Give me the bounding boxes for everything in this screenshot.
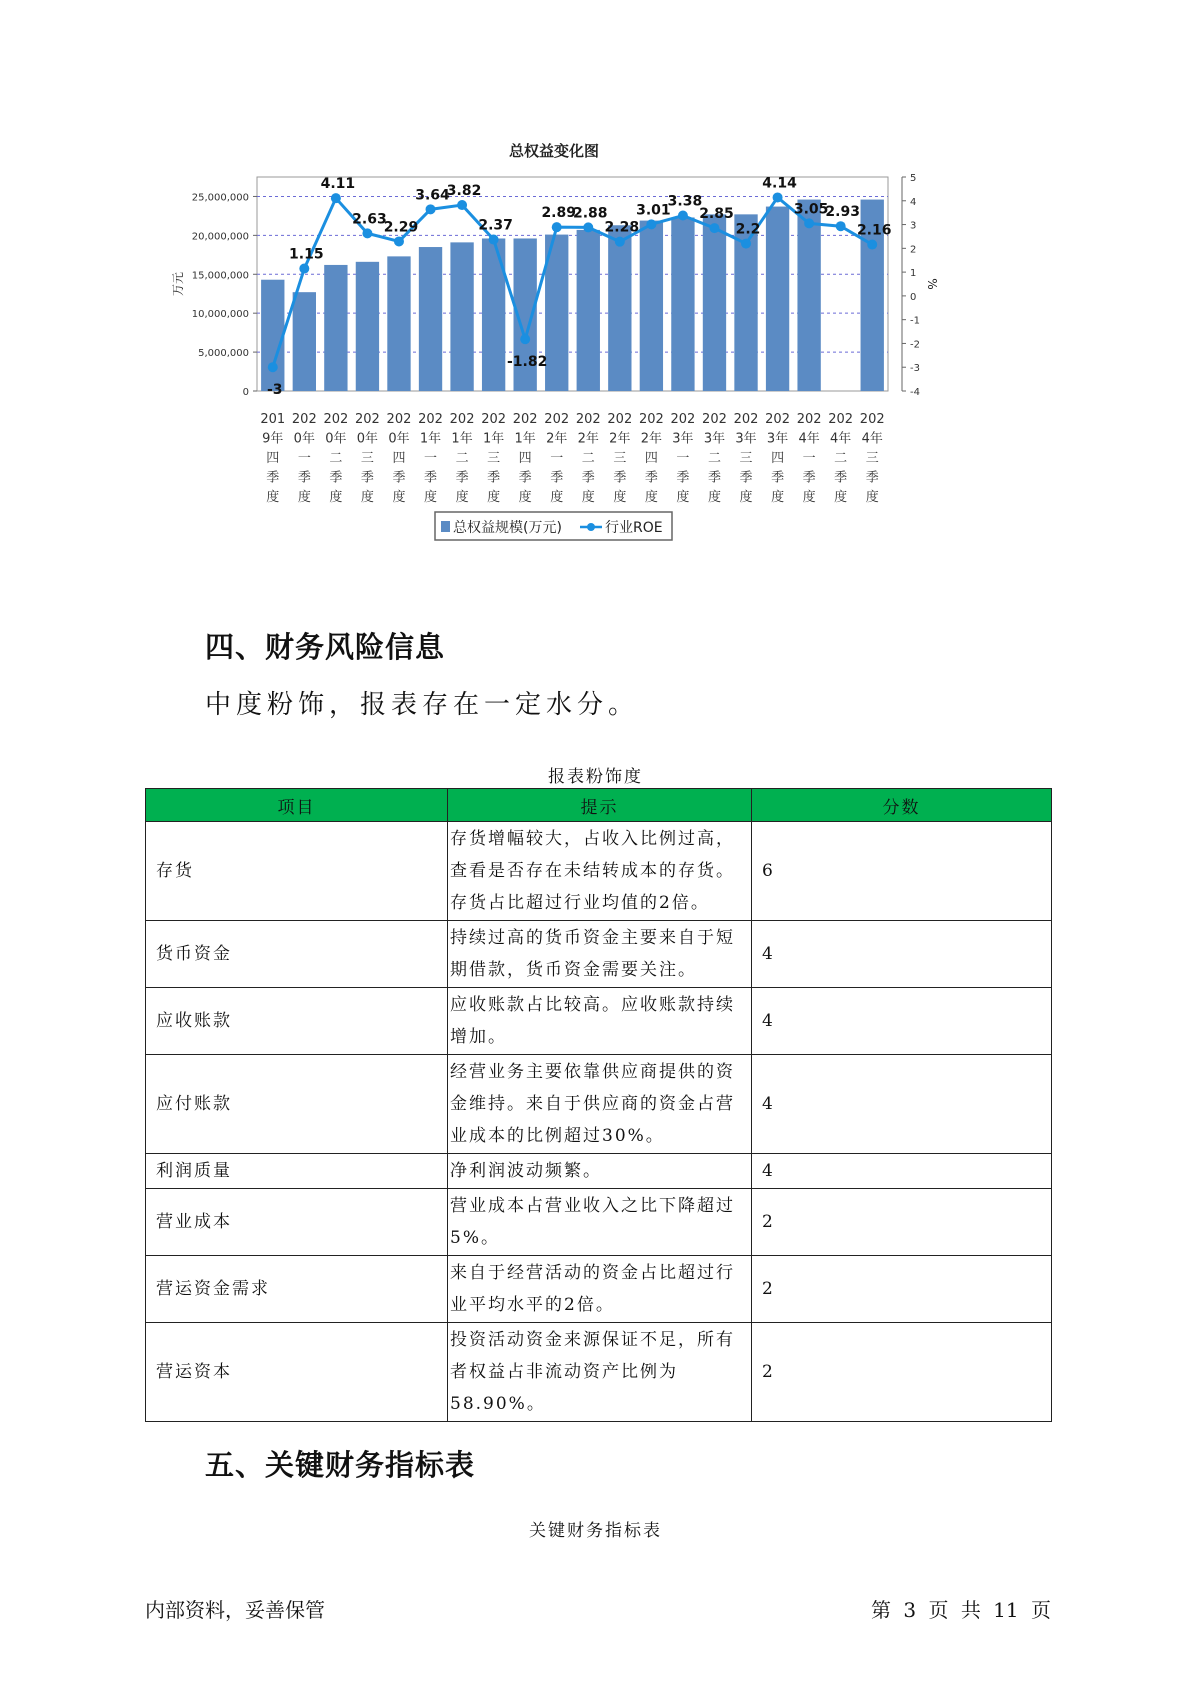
roe-data-label: 3.05 (793, 201, 829, 218)
row-score: 6 (752, 822, 1052, 921)
row-tip: 营业成本占营业收入之比下降超过5%。 (448, 1189, 752, 1256)
risk-table-caption: 报表粉饰度 (548, 767, 643, 787)
roe-data-label: 2.88 (573, 205, 608, 222)
roe-point (489, 235, 499, 245)
right-tick-label: -2 (910, 339, 920, 351)
footer-page-number: 第 3 页 共 11 页 (871, 1598, 1051, 1622)
row-score: 4 (752, 921, 1052, 988)
legend-bar-label: 总权益规模(万元) (453, 520, 562, 536)
x-tick-label: 202 1年四季度 (512, 412, 538, 505)
roe-point (331, 193, 341, 203)
row-item: 货币资金 (146, 921, 448, 988)
row-tip: 应收账款占比较高。应收账款持续增加。 (448, 988, 752, 1055)
legend-line-marker (587, 523, 595, 531)
left-tick-label: 10,000,000 (191, 309, 249, 321)
x-tick-label: 202 3年一季度 (670, 412, 696, 505)
x-tick-label: 202 1年二季度 (449, 412, 475, 505)
equity-bar (640, 221, 663, 391)
row-score: 4 (752, 1055, 1052, 1154)
x-tick-label: 201 9年四季度 (260, 412, 286, 505)
row-item: 营运资本 (146, 1323, 448, 1422)
risk-summary: 中度粉饰，报表存在一定水分。 (205, 690, 640, 720)
equity-bar (608, 225, 631, 391)
roe-data-label: 2.89 (541, 205, 576, 222)
roe-point (615, 237, 625, 247)
row-tip: 投资活动资金来源保证不足，所有者权益占非流动资产比例为58.90%。 (448, 1323, 752, 1422)
x-tick-label: 202 3年四季度 (765, 412, 790, 505)
roe-data-label: 2.16 (856, 222, 892, 239)
left-tick-label: 15,000,000 (191, 270, 249, 282)
right-tick-label: 4 (910, 196, 917, 208)
x-tick-label: 202 2年二季度 (575, 412, 601, 505)
left-tick-label: 20,000,000 (191, 231, 249, 243)
roe-point (362, 228, 372, 238)
equity-chart (150, 140, 1030, 600)
roe-point (741, 239, 751, 249)
x-tick-label: 202 0年四季度 (386, 412, 412, 505)
right-axis-label: % (925, 278, 939, 290)
equity-bar (387, 256, 410, 391)
right-tick-label: -3 (910, 363, 920, 375)
roe-point (520, 334, 530, 344)
roe-data-label: 3.64 (415, 187, 450, 204)
row-score: 4 (752, 988, 1052, 1055)
x-tick-label: 202 3年二季度 (702, 412, 727, 505)
table-row (146, 1256, 1052, 1323)
right-tick-label: -1 (910, 315, 920, 327)
risk-table (145, 788, 1052, 1422)
roe-point (299, 264, 309, 274)
x-tick-label: 202 3年三季度 (733, 412, 759, 505)
right-tick-label: 3 (910, 220, 917, 232)
roe-data-label: 2.29 (383, 219, 419, 236)
row-item: 存货 (146, 822, 448, 921)
equity-bar (356, 262, 379, 391)
table-row (146, 921, 1052, 988)
roe-point (678, 211, 688, 221)
table-header-row (146, 789, 1052, 822)
row-score: 2 (752, 1189, 1052, 1256)
roe-data-label: 4.14 (762, 175, 797, 192)
roe-point (709, 223, 719, 233)
legend-bar-swatch (441, 521, 450, 532)
equity-bar (703, 214, 726, 391)
right-tick-label: 2 (910, 244, 917, 256)
roe-point (646, 219, 656, 229)
row-tip: 经营业务主要依靠供应商提供的资金维持。来自于供应商的资金占营业成本的比例超过30%。 (448, 1055, 752, 1154)
roe-point (457, 200, 467, 210)
equity-bar (419, 247, 442, 391)
row-score: 2 (752, 1256, 1052, 1323)
roe-point (583, 222, 593, 232)
left-tick-label: 0 (242, 387, 249, 398)
right-tick-label: 0 (910, 291, 917, 303)
roe-data-label: 2.2 (735, 221, 761, 238)
x-tick-label: 202 2年四季度 (638, 412, 664, 505)
kpi-table-caption: 关键财务指标表 (529, 1521, 662, 1541)
row-tip: 存货增幅较大，占收入比例过高，查看是否存在未结转成本的存货。存货占比超过行业均值的2倍。 (448, 822, 752, 921)
table-row (146, 1323, 1052, 1422)
row-item: 利润质量 (146, 1154, 448, 1189)
roe-data-label: 2.63 (352, 211, 387, 228)
equity-bar (324, 265, 347, 391)
x-tick-label: 202 4年三季度 (859, 412, 885, 505)
row-item: 营运资金需求 (146, 1256, 448, 1323)
roe-data-label: 2.93 (825, 204, 860, 221)
x-tick-label: 202 2年一季度 (544, 412, 570, 505)
x-tick-label: 202 1年三季度 (481, 412, 507, 505)
roe-point (773, 192, 783, 202)
right-tick-label: -4 (910, 387, 920, 398)
roe-data-label: -1.82 (506, 354, 548, 371)
table-row (146, 822, 1052, 921)
equity-bar (766, 207, 789, 391)
header-tip: 提示 (448, 789, 752, 822)
x-tick-label: 202 2年三季度 (607, 412, 633, 505)
right-tick-label: 1 (910, 268, 917, 280)
table-row (146, 1154, 1052, 1189)
roe-point (836, 221, 846, 231)
footer-confidential: 内部资料，妥善保管 (145, 1598, 325, 1622)
equity-bar (261, 280, 284, 391)
table-row (146, 1055, 1052, 1154)
x-tick-label: 202 0年一季度 (291, 412, 317, 505)
left-axis-label: 万元 (171, 271, 185, 297)
section4-heading: 四、财务风险信息 (205, 630, 446, 664)
roe-data-label: 3.82 (446, 183, 482, 200)
roe-point (804, 218, 814, 228)
roe-data-label: 3.01 (636, 202, 671, 219)
row-tip: 来自于经营活动的资金占比超过行业平均水平的2倍。 (448, 1256, 752, 1323)
section5-heading: 五、关键财务指标表 (205, 1448, 476, 1482)
roe-point (268, 362, 278, 372)
roe-data-label: 2.37 (478, 217, 513, 234)
x-tick-label: 202 1年一季度 (418, 412, 443, 505)
row-item: 营业成本 (146, 1189, 448, 1256)
roe-data-label: 2.85 (699, 206, 734, 223)
chart-title: 总权益变化图 (508, 142, 600, 160)
equity-bar (671, 217, 694, 391)
roe-point (867, 240, 877, 250)
left-tick-label: 5,000,000 (198, 348, 249, 360)
row-tip: 持续过高的货币资金主要来自于短期借款，货币资金需要关注。 (448, 921, 752, 988)
left-tick-label: 25,000,000 (191, 192, 249, 204)
roe-point (426, 204, 436, 214)
equity-bar (577, 230, 600, 391)
equity-bar (450, 242, 473, 391)
equity-bar (293, 292, 316, 391)
x-tick-label: 202 4年一季度 (796, 412, 822, 505)
header-score: 分数 (752, 789, 1052, 822)
right-tick-label: 5 (910, 173, 917, 184)
roe-point (552, 222, 562, 232)
chart-legend (435, 512, 672, 540)
table-row (146, 1189, 1052, 1256)
row-item: 应收账款 (146, 988, 448, 1055)
roe-data-label: 1.15 (289, 246, 324, 263)
roe-data-label: 4.11 (320, 176, 356, 193)
x-tick-label: 202 0年三季度 (355, 412, 380, 505)
header-item: 项目 (146, 789, 448, 822)
legend-line-label: 行业ROE (605, 520, 663, 536)
row-score: 4 (752, 1154, 1052, 1189)
roe-point (394, 236, 404, 246)
table-row (146, 988, 1052, 1055)
x-tick-label: 202 4年二季度 (828, 412, 854, 505)
row-item: 应付账款 (146, 1055, 448, 1154)
row-tip: 净利润波动频繁。 (448, 1154, 752, 1189)
row-score: 2 (752, 1323, 1052, 1422)
roe-data-label: 3.38 (667, 193, 703, 210)
x-tick-label: 202 0年二季度 (323, 412, 349, 505)
roe-data-label: -3 (266, 382, 283, 399)
roe-data-label: 2.28 (604, 219, 640, 236)
